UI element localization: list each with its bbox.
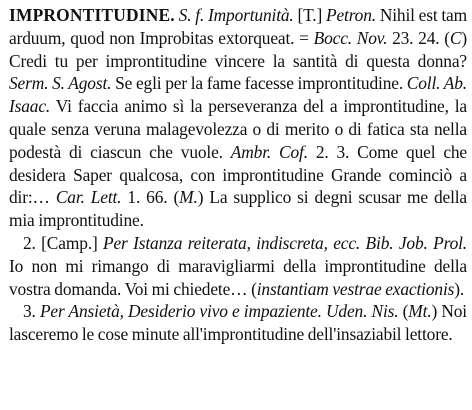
text-run: 23. 24. ( xyxy=(387,27,450,48)
italic-text: Per Ansietà, Desiderio vivo e impaziente. Uden. Nis. xyxy=(39,301,399,322)
italic-text: Ambr. Cof. xyxy=(230,141,308,162)
text-run: ( xyxy=(398,301,409,322)
text-run: Nihil est tam arduum, quod non Improbitas extorqueat. = xyxy=(9,5,468,48)
text-run: 2. 3. Come quel che desidera Saper qualcosa, con improntitudine Grande cominciò a dir:… xyxy=(9,141,467,208)
text-run: 1. 66. ( xyxy=(121,187,180,208)
italic-text: Bocc. Nov. xyxy=(313,27,388,48)
italic-text: Mt. xyxy=(408,301,432,322)
italic-text: S. f. Importunità. xyxy=(178,5,294,25)
text-run: ). xyxy=(454,278,465,299)
text-run: 2. [Camp.] xyxy=(23,232,104,253)
text-run: ) La supplico si degni scusar me della mia improntitudine. xyxy=(9,187,468,231)
text-run: Vi faccia animo sì la perseveranza del a improntitudine, la quale senza veruna malagevolezza o di merito o di fatica sta nella podestà di ciascun che vuole. xyxy=(9,96,467,162)
text-run: [T.] xyxy=(293,5,326,25)
italic-text: M. xyxy=(179,187,198,208)
text-run: ) Noi lasceremo le cose minute all'improntitudine dell'insaziabil lettore. xyxy=(9,301,467,345)
italic-text: Per Istanza reiterata, indiscreta, ecc. Bib. Job. Prol. xyxy=(103,232,468,253)
italic-text: Coll. Ab. Isaac. xyxy=(9,73,467,117)
text-run: Io non mi rimango di maravigliarmi della improntitudine della vostra domanda. Voi mi chiedete… ( xyxy=(9,255,467,299)
italic-text: C xyxy=(449,27,462,48)
definition-3 xyxy=(9,300,467,346)
definition-1 xyxy=(9,4,467,232)
italic-text: Serm. S. Agost. xyxy=(9,73,112,94)
headword: IMPRONTITUDINE. xyxy=(9,5,175,25)
text-run: Se egli per la fame facesse improntitudine. xyxy=(111,73,407,94)
text-run: ) Credi tu per improntitudine vincere la santità di questa donna? xyxy=(9,27,467,71)
italic-text: Car. Lett. xyxy=(55,187,122,208)
definition-2 xyxy=(9,232,467,300)
italic-text: instantiam vestrae exactionis xyxy=(256,278,455,299)
text-run: 3. xyxy=(23,301,40,322)
italic-text: Petron. xyxy=(325,5,376,25)
